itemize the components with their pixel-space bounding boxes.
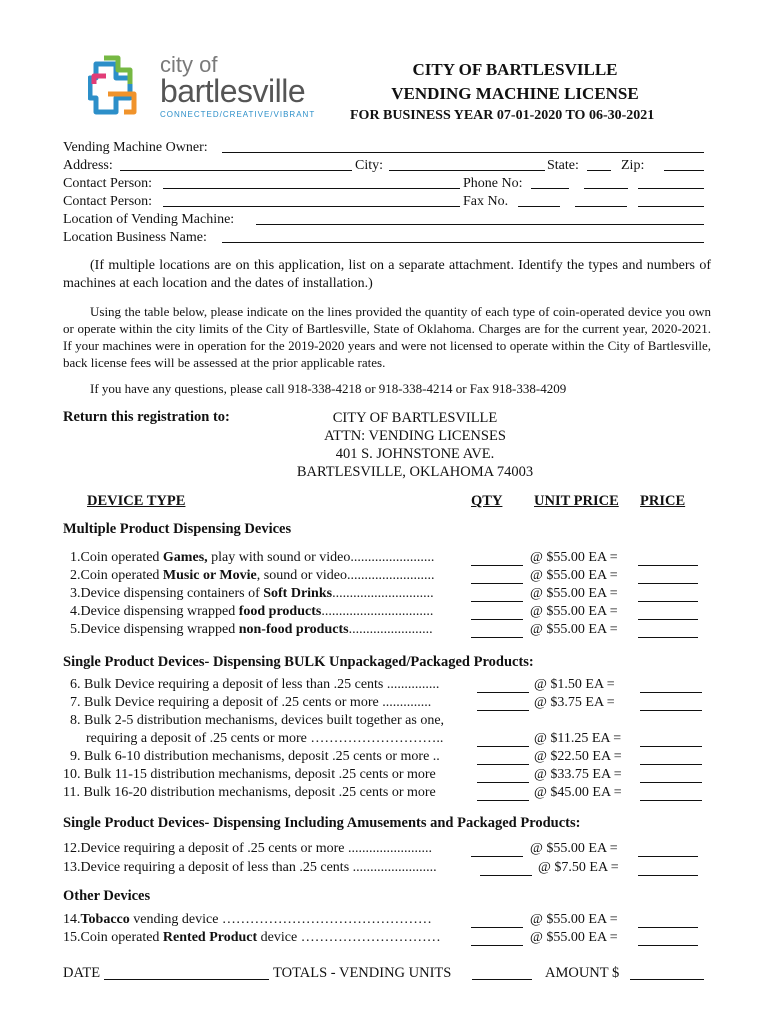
item-15-post: device ………………………… bbox=[257, 930, 441, 945]
city-field[interactable] bbox=[389, 170, 545, 171]
fax-prefix-field[interactable] bbox=[575, 206, 627, 207]
item-10-label: 10. Bulk 11-15 distribution mechanisms, deposit .25 cents or more bbox=[63, 767, 436, 782]
item-5-label bbox=[70, 621, 433, 639]
item-3-post: ............................. bbox=[332, 586, 434, 601]
item-3-pre: 3.Device dispensing containers of bbox=[70, 586, 264, 601]
item-15-unit-price: @ $55.00 EA = bbox=[530, 930, 618, 945]
zip-label: Zip: bbox=[621, 158, 645, 173]
item-4-label bbox=[70, 603, 433, 621]
contact-field-1[interactable] bbox=[163, 188, 460, 189]
section-amusement-devices: Single Product Devices- Dispensing Including Amusements and Packaged Products: bbox=[63, 815, 581, 831]
item-5-unit-price: @ $55.00 EA = bbox=[530, 622, 618, 637]
header-price: PRICE bbox=[640, 493, 686, 509]
item-1-unit-price: @ $55.00 EA = bbox=[530, 550, 618, 565]
header-unit-price: UNIT PRICE bbox=[534, 493, 619, 509]
header-device-type: DEVICE TYPE bbox=[87, 493, 186, 509]
item-9-label: 9. Bulk 6-10 distribution mechanisms, deposit .25 cents or more .. bbox=[70, 749, 440, 764]
fax-area-field[interactable] bbox=[518, 206, 560, 207]
header-qty: QTY bbox=[471, 493, 503, 509]
owner-field[interactable] bbox=[222, 152, 704, 153]
owner-row bbox=[63, 139, 208, 157]
item-7-label: 7. Bulk Device requiring a deposit of .25 cents or more .............. bbox=[70, 695, 432, 710]
item-8-qty-field[interactable] bbox=[477, 732, 529, 747]
item-10-qty-field[interactable] bbox=[477, 768, 529, 783]
item-2-price-field[interactable] bbox=[638, 569, 698, 584]
item-10-price-field[interactable] bbox=[640, 768, 702, 783]
date-field[interactable] bbox=[104, 979, 269, 980]
item-13-unit-price: @ $7.50 EA = bbox=[538, 860, 619, 875]
item-11-qty-field[interactable] bbox=[477, 786, 529, 801]
phone-line-field[interactable] bbox=[638, 188, 704, 189]
business-name-label: Location Business Name: bbox=[63, 230, 207, 245]
item-5-qty-field[interactable] bbox=[471, 623, 523, 638]
item-11-unit-price: @ $45.00 EA = bbox=[534, 785, 622, 800]
item-9-unit-price: @ $22.50 EA = bbox=[534, 749, 622, 764]
item-13-qty-field[interactable] bbox=[480, 861, 532, 876]
contact-label-1: Contact Person: bbox=[63, 176, 153, 191]
item-8-label-2: requiring a deposit of .25 cents or more ……………………….. bbox=[86, 731, 444, 746]
fax-line-field[interactable] bbox=[638, 206, 704, 207]
section-multiple-product: Multiple Product Dispensing Devices bbox=[63, 521, 292, 537]
item-5-pre: 5.Device dispensing wrapped bbox=[70, 622, 239, 637]
item-13-price-field[interactable] bbox=[638, 861, 698, 876]
item-15-qty-field[interactable] bbox=[471, 931, 523, 946]
zip-field[interactable] bbox=[664, 170, 704, 171]
city-label: City: bbox=[355, 158, 384, 173]
item-1-bold: Games, bbox=[162, 550, 208, 565]
item-2-unit-price: @ $55.00 EA = bbox=[530, 568, 618, 583]
amount-field[interactable] bbox=[630, 979, 704, 980]
item-11-label: 11. Bulk 16-20 distribution mechanisms, deposit .25 cents or more bbox=[63, 785, 436, 800]
section-bulk-devices: Single Product Devices- Dispensing BULK Unpackaged/Packaged Products: bbox=[63, 654, 534, 670]
location-label: Location of Vending Machine: bbox=[63, 212, 235, 227]
item-2-qty-field[interactable] bbox=[471, 569, 523, 584]
item-12-price-field[interactable] bbox=[638, 842, 698, 857]
city-logo bbox=[88, 54, 328, 124]
item-4-price-field[interactable] bbox=[638, 605, 698, 620]
item-10-unit-price: @ $33.75 EA = bbox=[534, 767, 622, 782]
contact-field-2[interactable] bbox=[163, 206, 460, 207]
return-line-2: ATTN: VENDING LICENSES bbox=[324, 428, 506, 444]
item-8-unit-price: @ $11.25 EA = bbox=[534, 731, 622, 746]
item-1-qty-field[interactable] bbox=[471, 551, 523, 566]
item-5-post: ........................ bbox=[348, 622, 433, 637]
item-7-qty-field[interactable] bbox=[477, 696, 529, 711]
location-field[interactable] bbox=[256, 224, 704, 225]
item-15-pre: 15.Coin operated bbox=[63, 930, 163, 945]
item-1-pre: 1.Coin operated bbox=[70, 550, 163, 565]
item-9-price-field[interactable] bbox=[640, 750, 702, 765]
section-other-devices: Other Devices bbox=[63, 888, 151, 904]
item-8-price-field[interactable] bbox=[640, 732, 702, 747]
item-14-qty-field[interactable] bbox=[471, 913, 523, 928]
item-4-unit-price: @ $55.00 EA = bbox=[530, 604, 618, 619]
logo-name-text: bartlesville bbox=[160, 73, 306, 109]
item-4-pre: 4.Device dispensing wrapped bbox=[70, 604, 239, 619]
return-line-1: CITY OF BARTLESVILLE bbox=[332, 410, 498, 426]
item-3-label bbox=[70, 585, 434, 603]
return-label: Return this registration to: bbox=[63, 409, 230, 425]
phone-prefix-field[interactable] bbox=[584, 188, 628, 189]
item-2-label bbox=[70, 567, 434, 585]
item-6-unit-price: @ $1.50 EA = bbox=[534, 677, 615, 692]
item-14-price-field[interactable] bbox=[638, 913, 698, 928]
item-12-label: 12.Device requiring a deposit of .25 cents or more ........................ bbox=[63, 841, 432, 856]
item-4-bold: food products bbox=[238, 604, 322, 619]
return-line-3: 401 S. JOHNSTONE AVE. bbox=[335, 446, 495, 462]
owner-label: Vending Machine Owner: bbox=[63, 140, 208, 155]
item-1-post: play with sound or video........................ bbox=[207, 550, 435, 565]
item-3-unit-price: @ $55.00 EA = bbox=[530, 586, 618, 601]
instructions-paragraph: Using the table below, please indicate on the lines provided the quantity of each type of coin-operated device you own or operate within the city limits of the City of Bartlesville, State of Oklahoma. Charges are for the current year, 2020-2021. If your machines were in operation for the 2019-2020 years and were not licensed to operate within the City of Bartlesville, back license fees will be assessed at the prior applicable rates. bbox=[63, 304, 711, 370]
business-name-field[interactable] bbox=[222, 242, 704, 243]
phone-label: Phone No: bbox=[463, 176, 523, 191]
address-label: Address: bbox=[63, 158, 113, 173]
item-14-unit-price: @ $55.00 EA = bbox=[530, 912, 618, 927]
state-label: State: bbox=[547, 158, 579, 173]
item-2-bold: Music or Movie bbox=[162, 568, 257, 583]
fax-label: Fax No. bbox=[463, 194, 509, 209]
state-field[interactable] bbox=[587, 170, 611, 171]
item-14-pre: 14. bbox=[63, 912, 81, 927]
item-9-qty-field[interactable] bbox=[477, 750, 529, 765]
item-12-qty-field[interactable] bbox=[471, 842, 523, 857]
return-address bbox=[250, 409, 580, 481]
item-7-price-field[interactable] bbox=[640, 696, 702, 711]
totals-label: TOTALS - VENDING UNITS bbox=[273, 965, 452, 981]
date-label: DATE bbox=[63, 965, 101, 981]
item-3-price-field[interactable] bbox=[638, 587, 698, 602]
item-2-post: , sound or video......................... bbox=[256, 568, 435, 583]
item-15-price-field[interactable] bbox=[638, 931, 698, 946]
logo-tagline: CONNECTED/CREATIVE/VIBRANT bbox=[160, 110, 316, 119]
item-14-label bbox=[63, 911, 432, 929]
item-15-bold: Rented Product bbox=[162, 930, 258, 945]
business-year: FOR BUSINESS YEAR 07-01-2020 TO 06-30-2021 bbox=[350, 108, 655, 123]
phone-area-field[interactable] bbox=[531, 188, 569, 189]
item-13-label: 13.Device requiring a deposit of less than .25 cents ........................ bbox=[63, 860, 437, 875]
item-1-label bbox=[70, 549, 434, 567]
item-3-bold: Soft Drinks bbox=[263, 586, 333, 601]
item-8-label-1: 8. Bulk 2-5 distribution mechanisms, devices built together as one, bbox=[70, 713, 445, 728]
item-5-bold: non-food products bbox=[238, 622, 349, 637]
item-6-qty-field[interactable] bbox=[477, 678, 529, 693]
item-1-price-field[interactable] bbox=[638, 551, 698, 566]
logo-city-text: city of bbox=[160, 52, 218, 77]
title-line-2: VENDING MACHINE LICENSE bbox=[391, 84, 639, 103]
amount-label: AMOUNT $ bbox=[545, 965, 620, 981]
item-14-post: vending device ……………………………………… bbox=[129, 912, 432, 927]
title-line-1: CITY OF BARTLESVILLE bbox=[412, 60, 618, 79]
totals-field[interactable] bbox=[472, 979, 532, 980]
return-line-4: BARTLESVILLE, OKLAHOMA 74003 bbox=[296, 464, 534, 480]
contact-phone-note: If you have any questions, please call 918-338-4218 or 918-338-4214 or Fax 918-338-4209 bbox=[90, 381, 567, 396]
multiple-locations-note: (If multiple locations are on this application, list on a separate attachment. Identify the types and numbers of machines at each location and the dates of installation.) bbox=[63, 258, 711, 291]
item-14-bold: Tobacco bbox=[80, 912, 130, 927]
item-7-unit-price: @ $3.75 EA = bbox=[534, 695, 615, 710]
item-6-price-field[interactable] bbox=[640, 678, 702, 693]
item-3-qty-field[interactable] bbox=[471, 587, 523, 602]
item-12-unit-price: @ $55.00 EA = bbox=[530, 841, 618, 856]
item-2-pre: 2.Coin operated bbox=[70, 568, 163, 583]
item-11-price-field[interactable] bbox=[640, 786, 702, 801]
item-5-price-field[interactable] bbox=[638, 623, 698, 638]
address-field[interactable] bbox=[120, 170, 352, 171]
contact-label-2: Contact Person: bbox=[63, 194, 153, 209]
item-4-post: ................................ bbox=[321, 604, 434, 619]
item-6-label: 6. Bulk Device requiring a deposit of less than .25 cents ............... bbox=[70, 677, 440, 692]
item-4-qty-field[interactable] bbox=[471, 605, 523, 620]
item-15-label bbox=[63, 929, 441, 947]
